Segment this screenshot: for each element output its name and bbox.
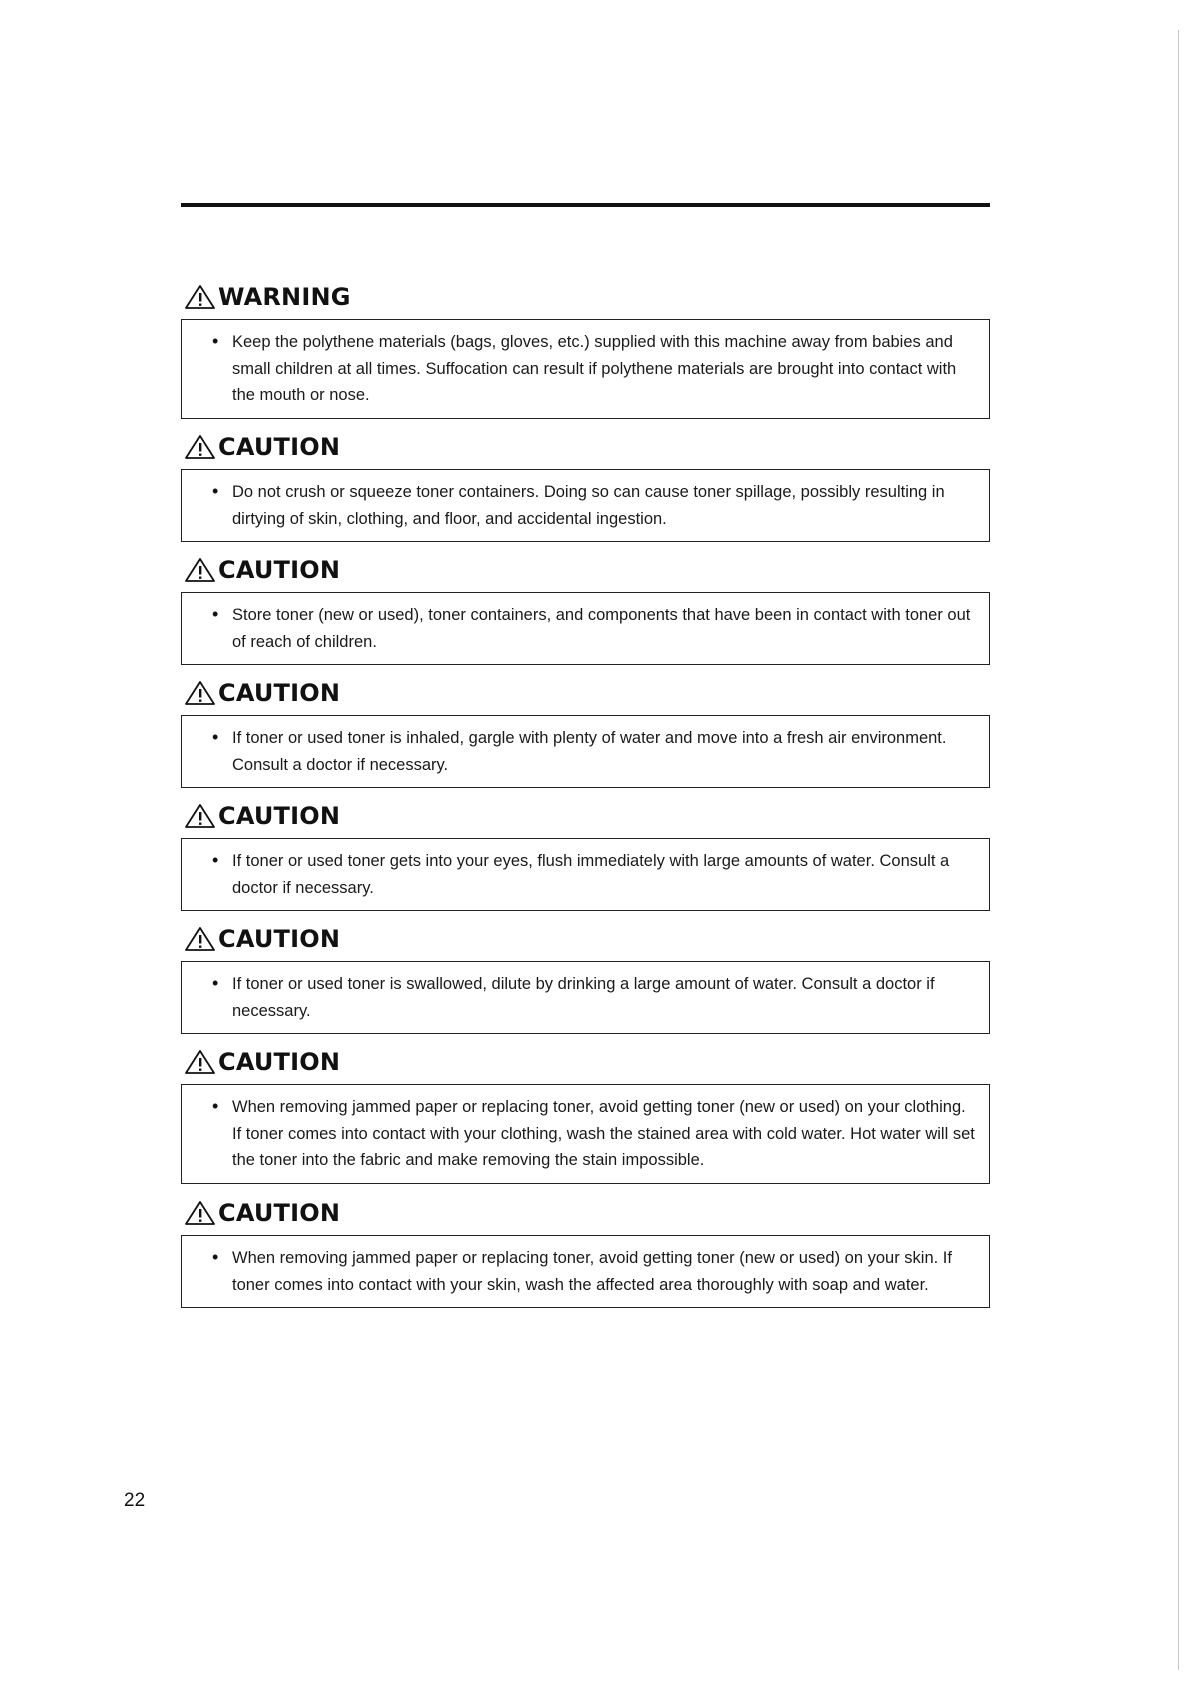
notice-box (181, 1084, 990, 1184)
notice-text: Store toner (new or used), toner containers, and components that have been in contact with toner out of reach of children. (232, 606, 971, 651)
caution-section (181, 553, 990, 665)
warning-triangle-icon (185, 434, 217, 460)
bullet-icon: • (212, 481, 219, 501)
bullet-icon: • (212, 973, 219, 993)
section-title: WARNING (218, 283, 351, 311)
notice-box (181, 1235, 990, 1308)
bullet-icon: • (212, 331, 219, 351)
caution-section (181, 430, 990, 542)
notice-text: Keep the polythene materials (bags, gloves, etc.) supplied with this machine away from babies and small children at all times. Suffocation can result if polythene materials are brought into contact with the mouth or nose. (232, 333, 957, 404)
caution-heading (185, 1196, 990, 1230)
caution-heading (185, 430, 990, 464)
notice-text: When removing jammed paper or replacing toner, avoid getting toner (new or used) on your clothing. If toner comes into contact with your clothing, wash the stained area with cold water. Hot water will set the toner into the fabric and make removing the stain impossible. (232, 1098, 975, 1169)
caution-section (181, 799, 990, 911)
bullet-item (212, 1245, 975, 1298)
bullet-icon: • (212, 1096, 219, 1116)
notice-box (181, 838, 990, 911)
caution-heading (185, 922, 990, 956)
warning-triangle-icon (185, 284, 217, 310)
caution-heading (185, 676, 990, 710)
warning-triangle-icon (185, 1049, 217, 1075)
bullet-icon: • (212, 850, 219, 870)
notice-text: If toner or used toner is inhaled, gargle with plenty of water and move into a fresh air environment. Consult a doctor if necessary. (232, 729, 947, 774)
header-rule (181, 203, 990, 207)
caution-heading (185, 799, 990, 833)
section-title: CAUTION (218, 556, 341, 584)
notice-text: Do not crush or squeeze toner containers. Doing so can cause toner spillage, possibly resulting in dirtying of skin, clothing, and floor, and accidental ingestion. (232, 483, 945, 528)
caution-section (181, 1045, 990, 1184)
notice-box (181, 715, 990, 788)
notice-text: If toner or used toner is swallowed, dilute by drinking a large amount of water. Consult a doctor if necessary. (232, 975, 935, 1020)
page-number: 22 (124, 1490, 146, 1511)
notice-text: If toner or used toner gets into your eyes, flush immediately with large amounts of water. Consult a doctor if necessary. (232, 852, 950, 897)
notice-box (181, 469, 990, 542)
bullet-icon: • (212, 727, 219, 747)
section-title: CAUTION (218, 679, 341, 707)
warning-triangle-icon (185, 803, 217, 829)
section-title: CAUTION (218, 1199, 341, 1227)
bullet-item (212, 479, 975, 532)
caution-section (181, 1196, 990, 1308)
section-title: CAUTION (218, 802, 341, 830)
notice-box (181, 961, 990, 1034)
section-title: CAUTION (218, 925, 341, 953)
scan-edge-line (1178, 30, 1179, 1670)
notice-box (181, 319, 990, 419)
bullet-item (212, 329, 975, 409)
bullet-item (212, 848, 975, 901)
warning-triangle-icon (185, 680, 217, 706)
warning-triangle-icon (185, 557, 217, 583)
bullet-icon: • (212, 1247, 219, 1267)
caution-section (181, 922, 990, 1034)
caution-section (181, 676, 990, 788)
warning-triangle-icon (185, 926, 217, 952)
bullet-item (212, 725, 975, 778)
notice-text: When removing jammed paper or replacing toner, avoid getting toner (new or used) on your skin. If toner comes into contact with your skin, wash the affected area thoroughly with soap and water. (232, 1249, 952, 1294)
caution-heading (185, 553, 990, 587)
notice-box (181, 592, 990, 665)
bullet-item (212, 1094, 975, 1174)
bullet-item (212, 602, 975, 655)
warning-triangle-icon (185, 1200, 217, 1226)
warning-heading (185, 280, 990, 314)
bullet-item (212, 971, 975, 1024)
caution-heading (185, 1045, 990, 1079)
bullet-icon: • (212, 604, 219, 624)
section-title: CAUTION (218, 1048, 341, 1076)
section-title: CAUTION (218, 433, 341, 461)
warning-section (181, 280, 990, 419)
